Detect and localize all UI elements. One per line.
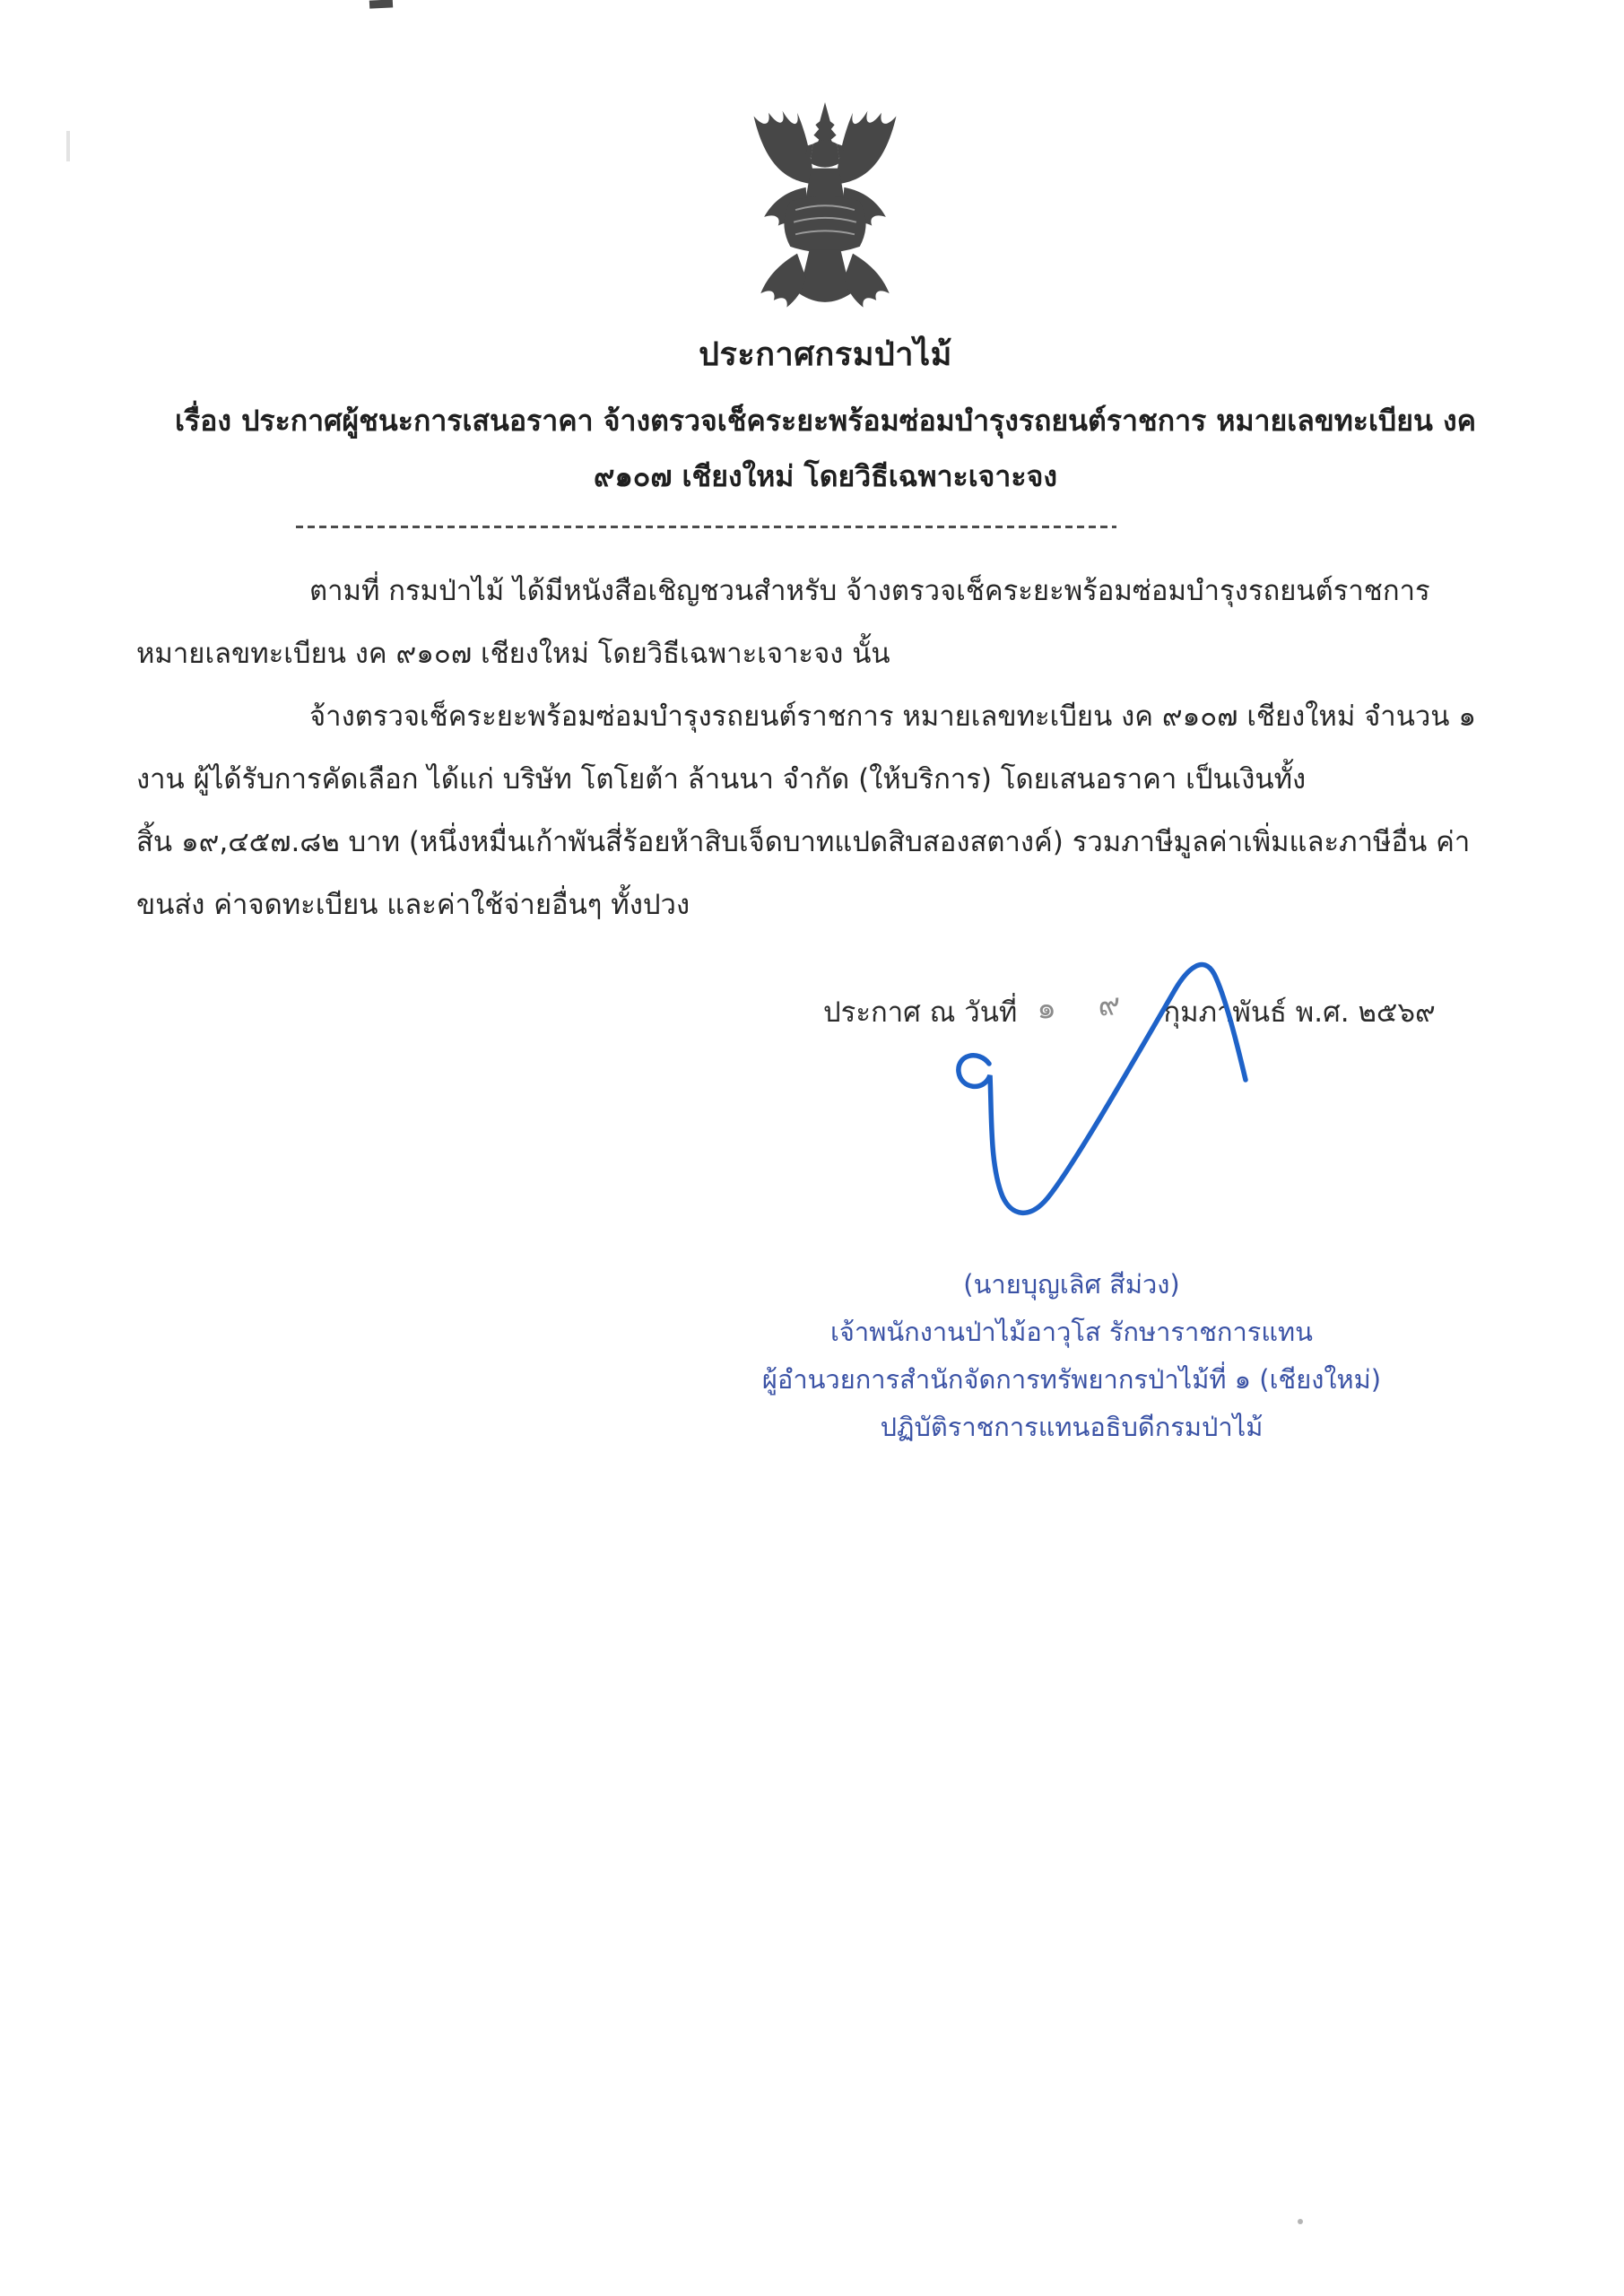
scan-artifact xyxy=(1298,2219,1303,2224)
signatory-title-line: ผู้อำนวยการสำนักจัดการทรัพยากรป่าไม้ที่ ๑ (เชียงใหม่) xyxy=(761,1364,1382,1395)
signature-ink xyxy=(933,942,1273,1238)
signatory-name: (นายบุญเลิศ สีม่วง) xyxy=(963,1269,1180,1300)
document-title: ประกาศกรมป่าไม้ xyxy=(699,336,952,373)
date-prefix: ประกาศ ณ วันที่ xyxy=(823,996,1018,1029)
handwritten-day: ๑ ๙ xyxy=(1036,986,1138,1027)
body-line: จ้างตรวจเช็คระยะพร้อมซ่อมบำรุงรถยนต์ราชการ หมายเลขทะเบียน งค ๙๑๐๗ เชียงใหม่ จำนวน ๑ xyxy=(309,700,1477,733)
subject-line-2: ๙๑๐๗ เชียงใหม่ โดยวิธีเฉพาะเจาะจง xyxy=(594,459,1057,493)
body-line: งาน ผู้ได้รับการคัดเลือก ได้แก่ บริษัท โตโยต้า ล้านนา จำกัด (ให้บริการ) โดยเสนอราคา เป็นเงินทั้ง xyxy=(136,763,1307,796)
signature-block xyxy=(690,1261,1453,1451)
scan-artifact xyxy=(66,131,70,161)
subject-line-1: เรื่อง ประกาศผู้ชนะการเสนอราคา จ้างตรวจเช็คระยะพร้อมซ่อมบำรุงรถยนต์ราชการ หมายเลขทะเบียน งค xyxy=(174,404,1477,438)
dashed-separator xyxy=(296,526,1116,528)
body-text xyxy=(136,560,1508,936)
body-line: สิ้น ๑๙,๔๕๗.๘๒ บาท (หนึ่งหมื่นเก้าพันสี่ร้อยห้าสิบเจ็ดบาทแปดสิบสองสตางค์) รวมภาษีมูลค่าเพิ่มและภาษีอื่น ค่า xyxy=(136,826,1471,858)
date-suffix: กุมภาพันธ์ พ.ศ. ๒๕๖๙ xyxy=(1163,996,1436,1029)
body-line: ตามที่ กรมป่าไม้ ได้มีหนังสือเชิญชวนสำหรับ จ้างตรวจเช็คระยะพร้อมซ่อมบำรุงรถยนต์ราชการ xyxy=(309,575,1430,607)
scan-artifact xyxy=(369,0,393,9)
body-line: ขนส่ง ค่าจดทะเบียน และค่าใช้จ่ายอื่นๆ ทั้งปวง xyxy=(136,889,690,921)
garuda-emblem xyxy=(719,100,931,326)
body-line: หมายเลขทะเบียน งค ๙๑๐๗ เชียงใหม่ โดยวิธีเฉพาะเจาะจง นั้น xyxy=(136,638,890,670)
signatory-title-line: ปฏิบัติราชการแทนอธิบดีกรมป่าไม้ xyxy=(880,1412,1264,1442)
signatory-title-line: เจ้าพนักงานป่าไม้อาวุโส รักษาราชการแทน xyxy=(830,1317,1313,1347)
